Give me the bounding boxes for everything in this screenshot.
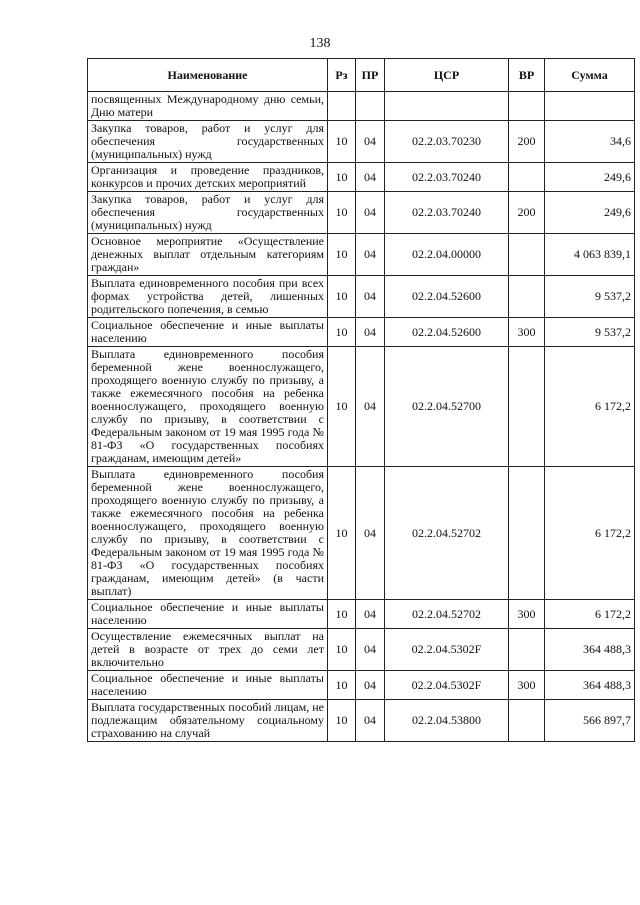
cell-pr: 04 bbox=[356, 629, 385, 671]
cell-sum: 249,6 bbox=[545, 163, 635, 192]
cell-pr: 04 bbox=[356, 671, 385, 700]
table-row bbox=[88, 192, 635, 234]
table-row bbox=[88, 347, 635, 467]
cell-pr: 04 bbox=[356, 192, 385, 234]
table-row bbox=[88, 671, 635, 700]
header-pr: ПР bbox=[356, 59, 385, 92]
cell-vr: 200 bbox=[509, 121, 545, 163]
cell-name: Выплата единовременного пособия беременной жене военнослужащего, проходящего военную службу по призыву, а также ежемесячного пособия на ребенка военнослужащего, проходящего военную службу по призыву, в соответствии с Федеральным законом от 19 мая 1995 года № 81-ФЗ «О государственных пособиях гражданам, имеющим детей» (в части выплат) bbox=[88, 467, 328, 600]
cell-csr: 02.2.04.53800 bbox=[385, 700, 509, 742]
table-row bbox=[88, 318, 635, 347]
cell-name: Выплата единовременного пособия беременной жене военнослужащего, проходящего военную службу по призыву, а также ежемесячного пособия на ребенка военнослужащего, проходящего военную службу по призыву, в соответствии с Федеральным законом от 19 мая 1995 года № 81-ФЗ «О государственных пособиях гражданам, имеющим детей» bbox=[88, 347, 328, 467]
cell-sum: 4 063 839,1 bbox=[545, 234, 635, 276]
cell-vr bbox=[509, 163, 545, 192]
cell-vr bbox=[509, 92, 545, 121]
table-row bbox=[88, 163, 635, 192]
cell-pr bbox=[356, 92, 385, 121]
header-csr: ЦСР bbox=[385, 59, 509, 92]
cell-name: Социальное обеспечение и иные выплаты населению bbox=[88, 600, 328, 629]
cell-vr bbox=[509, 234, 545, 276]
cell-sum: 249,6 bbox=[545, 192, 635, 234]
table-row bbox=[88, 600, 635, 629]
cell-csr: 02.2.04.00000 bbox=[385, 234, 509, 276]
table-row bbox=[88, 92, 635, 121]
cell-rz: 10 bbox=[328, 192, 356, 234]
cell-csr: 02.2.04.52600 bbox=[385, 318, 509, 347]
cell-sum: 9 537,2 bbox=[545, 318, 635, 347]
cell-csr: 02.2.04.52700 bbox=[385, 347, 509, 467]
cell-name: Выплата государственных пособий лицам, не подлежащим обязательному социальному страхованию на случай bbox=[88, 700, 328, 742]
cell-csr: 02.2.03.70240 bbox=[385, 192, 509, 234]
cell-pr: 04 bbox=[356, 121, 385, 163]
header-sum: Сумма bbox=[545, 59, 635, 92]
cell-sum: 566 897,7 bbox=[545, 700, 635, 742]
cell-sum: 34,6 bbox=[545, 121, 635, 163]
cell-pr: 04 bbox=[356, 347, 385, 467]
cell-name: Осуществление ежемесячных выплат на детей в возрасте от трех до семи лет включительно bbox=[88, 629, 328, 671]
header-name: Наименование bbox=[88, 59, 328, 92]
cell-pr: 04 bbox=[356, 276, 385, 318]
cell-pr: 04 bbox=[356, 163, 385, 192]
cell-rz: 10 bbox=[328, 629, 356, 671]
cell-csr: 02.2.04.5302F bbox=[385, 629, 509, 671]
table-row bbox=[88, 121, 635, 163]
cell-pr: 04 bbox=[356, 467, 385, 600]
cell-name: Организация и проведение праздников, конкурсов и прочих детских мероприятий bbox=[88, 163, 328, 192]
cell-vr bbox=[509, 276, 545, 318]
cell-sum: 6 172,2 bbox=[545, 467, 635, 600]
cell-rz: 10 bbox=[328, 671, 356, 700]
cell-name: Выплата единовременного пособия при всех формах устройства детей, лишенных родительского попечения, в семью bbox=[88, 276, 328, 318]
cell-csr: 02.2.04.52702 bbox=[385, 600, 509, 629]
cell-name: Закупка товаров, работ и услуг для обеспечения государственных (муниципальных) нужд bbox=[88, 121, 328, 163]
cell-rz: 10 bbox=[328, 234, 356, 276]
cell-rz: 10 bbox=[328, 276, 356, 318]
cell-vr: 300 bbox=[509, 671, 545, 700]
header-rz: Рз bbox=[328, 59, 356, 92]
cell-rz bbox=[328, 92, 356, 121]
cell-sum: 9 537,2 bbox=[545, 276, 635, 318]
cell-csr: 02.2.03.70230 bbox=[385, 121, 509, 163]
table-row bbox=[88, 234, 635, 276]
cell-rz: 10 bbox=[328, 121, 356, 163]
cell-rz: 10 bbox=[328, 163, 356, 192]
cell-name: посвященных Международному дню семьи, Дню матери bbox=[88, 92, 328, 121]
cell-rz: 10 bbox=[328, 600, 356, 629]
cell-name: Основное мероприятие «Осуществление денежных выплат отдельным категориям граждан» bbox=[88, 234, 328, 276]
table-row bbox=[88, 700, 635, 742]
table-row bbox=[88, 276, 635, 318]
cell-csr: 02.2.04.5302F bbox=[385, 671, 509, 700]
cell-pr: 04 bbox=[356, 700, 385, 742]
cell-csr: 02.2.04.52702 bbox=[385, 467, 509, 600]
cell-csr: 02.2.03.70240 bbox=[385, 163, 509, 192]
cell-rz: 10 bbox=[328, 347, 356, 467]
cell-sum: 364 488,3 bbox=[545, 629, 635, 671]
cell-vr bbox=[509, 467, 545, 600]
cell-rz: 10 bbox=[328, 467, 356, 600]
cell-sum: 364 488,3 bbox=[545, 671, 635, 700]
header-vr: ВР bbox=[509, 59, 545, 92]
cell-vr: 300 bbox=[509, 318, 545, 347]
cell-vr bbox=[509, 629, 545, 671]
budget-table bbox=[87, 58, 635, 742]
cell-pr: 04 bbox=[356, 234, 385, 276]
table-row bbox=[88, 629, 635, 671]
cell-vr: 200 bbox=[509, 192, 545, 234]
cell-sum bbox=[545, 92, 635, 121]
cell-vr bbox=[509, 700, 545, 742]
cell-pr: 04 bbox=[356, 600, 385, 629]
cell-csr bbox=[385, 92, 509, 121]
table-row bbox=[88, 467, 635, 600]
cell-name: Социальное обеспечение и иные выплаты населению bbox=[88, 671, 328, 700]
page-number: 138 bbox=[309, 36, 331, 51]
cell-rz: 10 bbox=[328, 700, 356, 742]
cell-sum: 6 172,2 bbox=[545, 600, 635, 629]
cell-vr: 300 bbox=[509, 600, 545, 629]
cell-vr bbox=[509, 347, 545, 467]
cell-rz: 10 bbox=[328, 318, 356, 347]
table-header-row bbox=[88, 59, 635, 92]
cell-name: Закупка товаров, работ и услуг для обеспечения государственных (муниципальных) нужд bbox=[88, 192, 328, 234]
cell-sum: 6 172,2 bbox=[545, 347, 635, 467]
cell-pr: 04 bbox=[356, 318, 385, 347]
cell-name: Социальное обеспечение и иные выплаты населению bbox=[88, 318, 328, 347]
cell-csr: 02.2.04.52600 bbox=[385, 276, 509, 318]
